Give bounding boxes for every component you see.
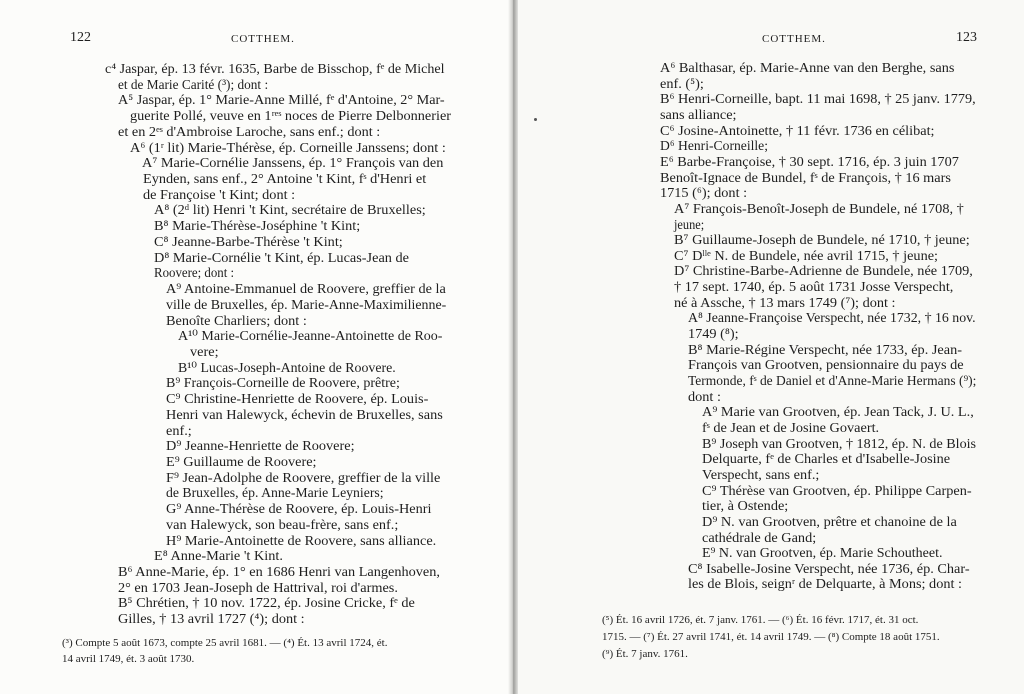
text-line: B⁶ Henri-Corneille, bapt. 11 mai 1698, † 25 janv. 1779,	[660, 92, 976, 108]
text-line: B⁶ Anne-Marie, ép. 1° en 1686 Henri van Langenhoven,	[118, 565, 440, 581]
page-number: 123	[956, 30, 977, 45]
text-line: B¹⁰ Lucas-Joseph-Antoine de Roovere.	[178, 360, 396, 376]
text-line: Termonde, fˢ de Daniel et d'Anne-Marie Hermans (⁹);	[688, 374, 977, 389]
text-line: B⁵ Chrétien, † 10 nov. 1722, ép. Josine Cricke, fᵉ de	[118, 596, 415, 612]
text-line: 1715 (⁶); dont :	[660, 186, 748, 202]
text-line: tier, à Ostende;	[702, 499, 789, 515]
text-line: D⁸ Marie-Cornélie 't Kint, ép. Lucas-Jean de	[154, 250, 409, 266]
text-line: A⁷ François-Benoît-Joseph de Bundele, né 1708, †	[674, 201, 964, 217]
text-line: E⁹ N. van Grootven, ép. Marie Schoutheet.	[702, 546, 943, 562]
text-line: H⁹ Marie-Antoinette de Roovere, sans alliance.	[166, 533, 437, 549]
footnote-line: (³) Compte 5 août 1673, compte 25 avril 1681. — (⁴) Ét. 13 avril 1724, ét.	[62, 637, 388, 649]
text-line: B⁸ Marie-Thérèse-Joséphine 't Kint;	[154, 219, 361, 235]
text-line: D⁹ N. van Grootven, prêtre et chanoine de la	[702, 514, 957, 530]
book-gutter	[508, 0, 518, 694]
text-line: et de Marie Carité (³); dont :	[118, 77, 269, 93]
text-line: c⁴ Jaspar, ép. 13 févr. 1635, Barbe de Bisschop, fᵉ de Michel	[105, 62, 445, 77]
footnote-line: (⁹) Ét. 7 janv. 1761.	[602, 648, 688, 660]
text-line: A⁹ Marie van Grootven, ép. Jean Tack, J. U. L.,	[702, 405, 974, 421]
text-line: les de Blois, seignʳ de Delquarte, à Mons; dont :	[688, 577, 962, 593]
text-line: D⁶ Henri-Corneille;	[660, 139, 769, 155]
footnote-line: 14 avril 1749, ét. 3 août 1730.	[62, 653, 195, 665]
text-line: 2° en 1703 Jean-Joseph de Hattrival, roi d'armes.	[118, 580, 398, 596]
running-head: COTTHEM.	[762, 33, 826, 45]
text-line: enf. (⁵);	[660, 76, 704, 92]
text-line: vere;	[190, 344, 219, 360]
text-line: Verspecht, sans enf.;	[702, 467, 820, 483]
text-line: A¹⁰ Marie-Cornélie-Jeanne-Antoinette de Roo-	[178, 329, 443, 345]
text-line: E⁸ Anne-Marie 't Kint.	[154, 549, 283, 565]
text-line: C⁹ Thérèse van Grootven, ép. Philippe Carpen-	[702, 483, 972, 499]
running-head: COTTHEM.	[231, 33, 295, 45]
text-line: Benoît-Ignace de Bundel, fˢ de François, † 16 mars	[660, 170, 951, 186]
text-line: A⁶ (1ʳ lit) Marie-Thérèse, ép. Corneille Janssens; dont :	[130, 140, 446, 156]
text-line: A⁷ Marie-Cornélie Janssens, ép. 1° François van den	[142, 156, 444, 172]
text-line: de Bruxelles, ép. Anne-Marie Leyniers;	[166, 486, 384, 502]
text-line: A⁵ Jaspar, ép. 1° Marie-Anne Millé, fᵉ d'Antoine, 2° Mar-	[118, 93, 445, 109]
text-line: C⁸ Isabelle-Josine Verspecht, née 1736, ép. Char-	[688, 561, 970, 577]
text-line: A⁹ Antoine-Emmanuel de Roovere, greffier de la	[166, 282, 446, 298]
text-line: jeune;	[674, 217, 705, 233]
footnote-line: (⁵) Ét. 16 avril 1726, ét. 7 janv. 1761. — (⁶) Ét. 16 févr. 1717, ét. 31 oct.	[602, 614, 919, 626]
text-line: et en 2ᵉˢ d'Ambroise Laroche, sans enf.; dont :	[118, 124, 381, 140]
text-line: C⁶ Josine-Antoinette, † 11 févr. 1736 en célibat;	[660, 123, 935, 139]
text-line: A⁸ (2ᵈ lit) Henri 't Kint, secrétaire de Bruxelles;	[154, 203, 426, 219]
text-line: C⁹ Christine-Henriette de Roovere, ép. Louis-	[166, 392, 429, 408]
text-line: Delquarte, fᵉ de Charles et d'Isabelle-Josine	[702, 452, 951, 468]
text-line: B⁹ François-Corneille de Roovere, prêtre;	[166, 376, 400, 392]
text-line: de Françoise 't Kint; dont :	[143, 187, 296, 203]
text-line: Gilles, † 13 avril 1727 (⁴); dont :	[118, 612, 305, 628]
text-line: Eynden, sans enf., 2° Antoine 't Kint, fˢ d'Henri et	[143, 172, 427, 188]
text-line: guerite Pollé, veuve en 1ʳᵉˢ noces de Pierre Delbonnerier	[130, 109, 452, 125]
text-line: sans alliance;	[660, 107, 737, 123]
text-line: D⁷ Christine-Barbe-Adrienne de Bundele, née 1709,	[674, 264, 973, 280]
text-line: Benoîte Charliers; dont :	[166, 313, 307, 329]
text-line: C⁷ Dˡˡᵉ N. de Bundele, née avril 1715, † jeune;	[674, 248, 939, 264]
text-line: A⁶ Balthasar, ép. Marie-Anne van den Berghe, sans	[660, 61, 955, 76]
text-line: D⁹ Jeanne-Henriette de Roovere;	[166, 439, 355, 455]
text-line: E⁹ Guillaume de Roovere;	[166, 455, 317, 470]
text-line: B⁹ Joseph van Grootven, † 1812, ép. N. de Blois	[702, 436, 977, 452]
text-line: 1749 (⁸);	[688, 327, 739, 343]
text-line: Henri van Halewyck, échevin de Bruxelles, sans	[166, 407, 443, 423]
text-line: né à Assche, † 13 mars 1749 (⁷); dont :	[674, 295, 896, 311]
text-line: B⁷ Guillaume-Joseph de Bundele, né 1710, † jeune;	[674, 233, 970, 249]
text-line: G⁹ Anne-Thérèse de Roovere, ép. Louis-Henri	[166, 502, 432, 518]
text-line: B⁸ Marie-Régine Verspecht, née 1733, ép. Jean-	[688, 342, 962, 358]
text-line: van Halewyck, son beau-frère, sans enf.;	[166, 517, 399, 533]
text-line: fˢ de Jean et de Josine Govaert.	[702, 420, 880, 436]
right-page	[512, 0, 1024, 694]
text-line: François van Grootven, pensionnaire du pays de	[688, 358, 964, 374]
text-line: enf.;	[166, 423, 192, 439]
text-line: C⁸ Jeanne-Barbe-Thérèse 't Kint;	[154, 234, 343, 250]
text-line: † 17 sept. 1740, ép. 5 août 1731 Josse Verspecht,	[674, 280, 954, 296]
text-line: dont :	[688, 389, 721, 405]
text-line: Roovere; dont :	[154, 266, 235, 282]
text-line: ville de Bruxelles, ép. Marie-Anne-Maximilienne-	[166, 297, 447, 313]
text-line: A⁸ Jeanne-Françoise Verspecht, née 1732, † 16 nov.	[688, 311, 976, 327]
footnote-line: 1715. — (⁷) Ét. 27 avril 1741, ét. 14 avril 1749. — (⁸) Compte 18 août 1751.	[602, 631, 940, 643]
text-line: cathédrale de Gand;	[702, 530, 817, 546]
page-number: 122	[70, 30, 91, 45]
margin-mark	[534, 118, 537, 121]
text-line: F⁹ Jean-Adolphe de Roovere, greffier de la ville	[166, 470, 441, 486]
text-line: E⁶ Barbe-Françoise, † 30 sept. 1716, ép. 3 juin 1707	[660, 154, 959, 170]
